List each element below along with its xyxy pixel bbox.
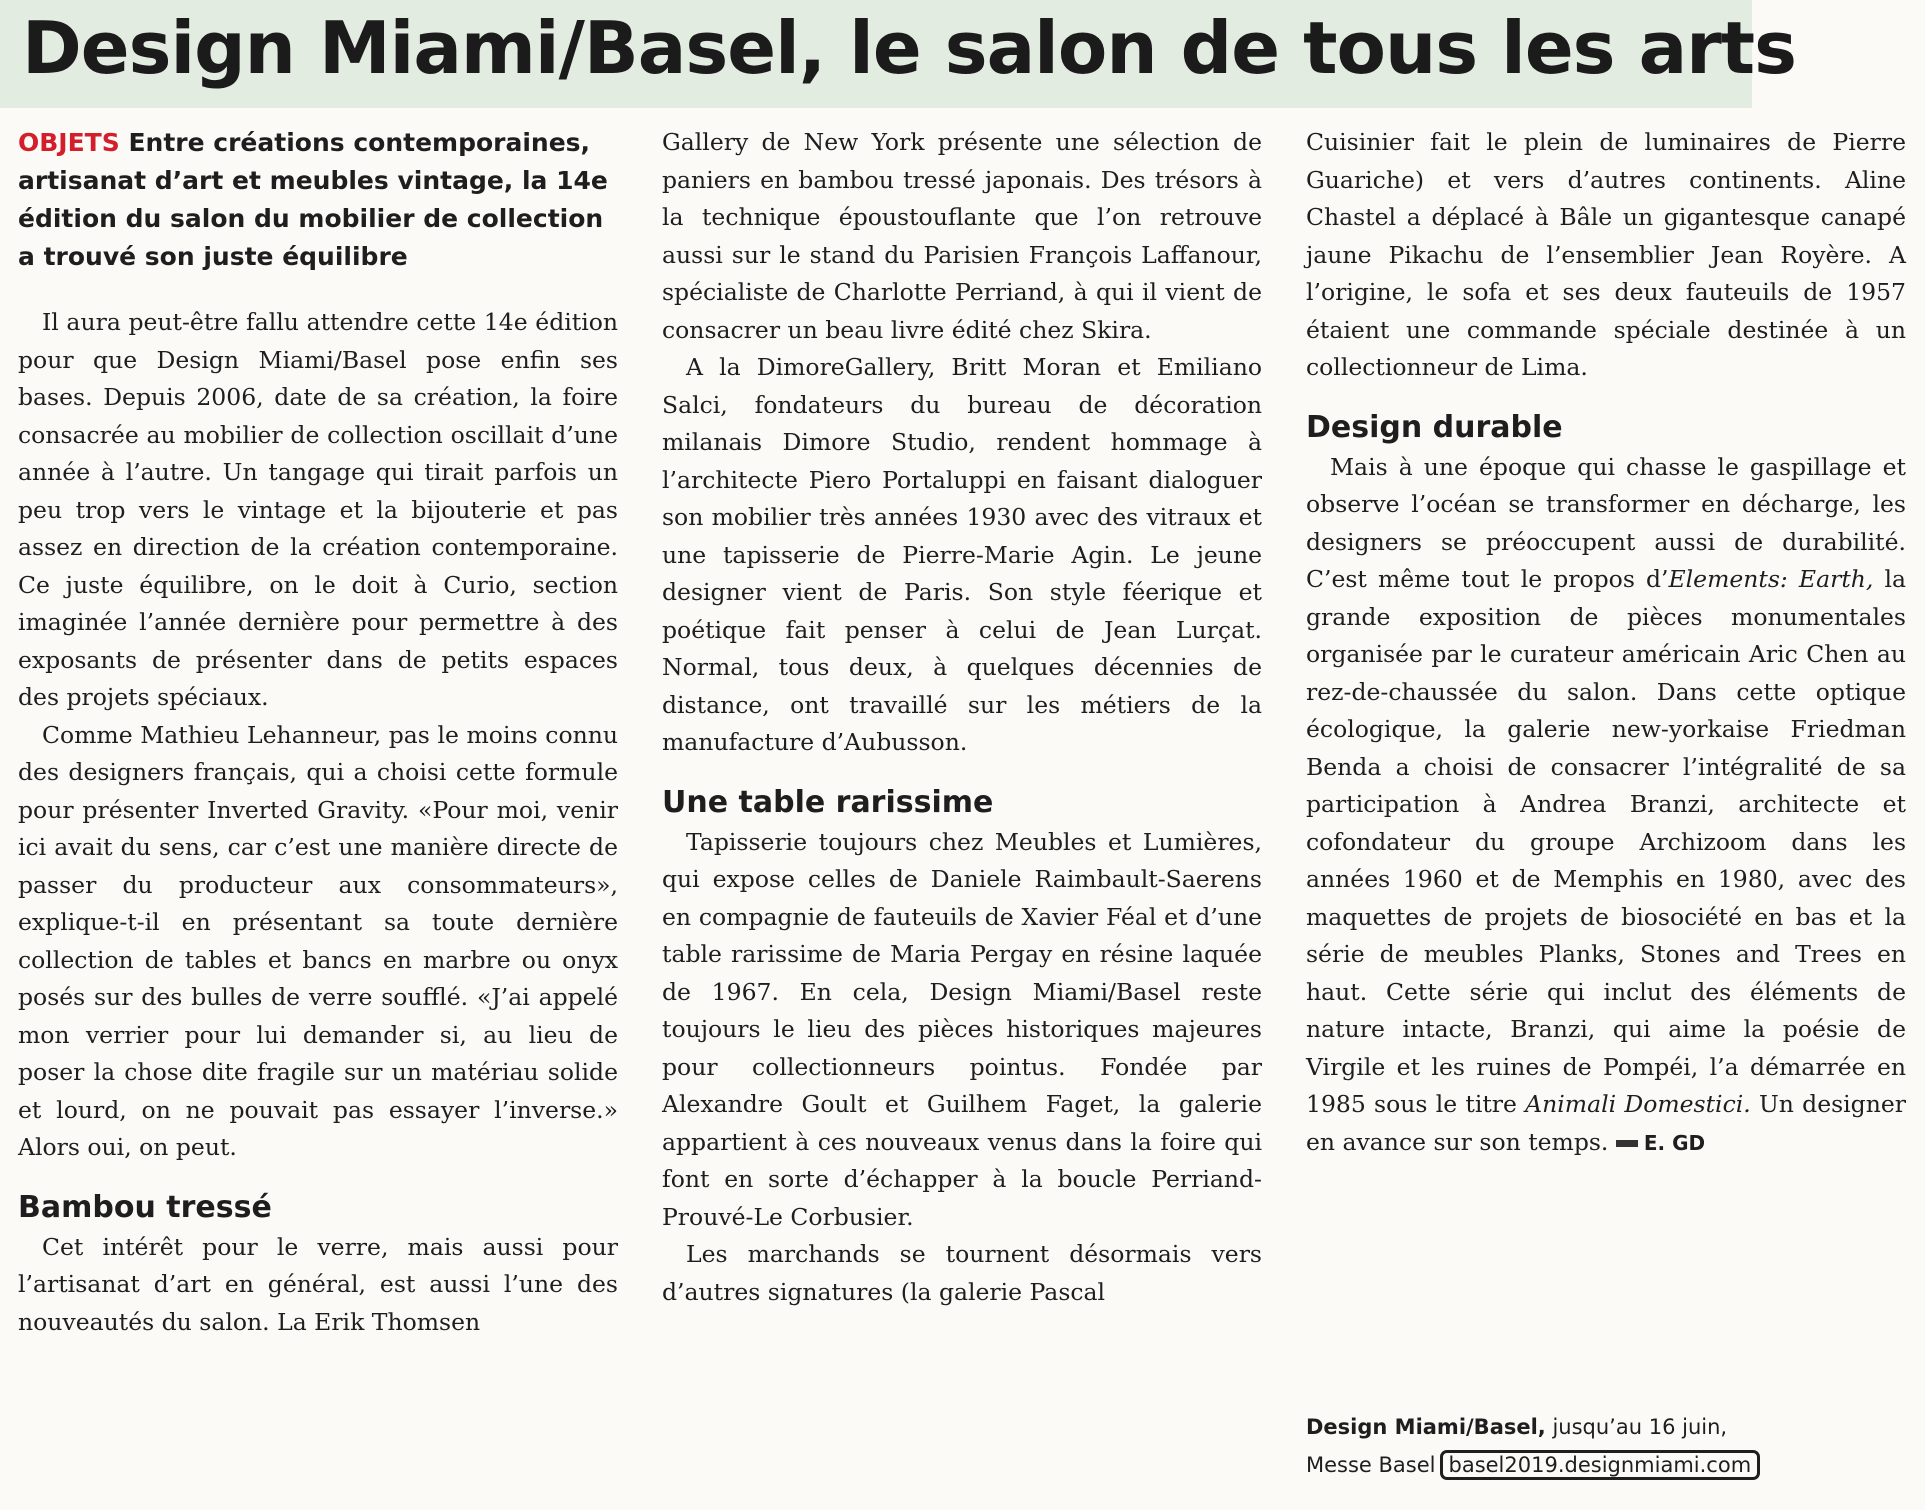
paragraph: Comme Mathieu Lehanneur, pas le moins connu des designers français, qui a choisi cette formule pour présenter Inverted Gravity. «Pour moi, venir ici avait du sens, car c’est une manière directe de passer du producteur aux consommateurs», explique-t-il en présentant sa toute dernière collection de tables et bancs en marbre ou onyx posés sur des bulles de verre soufflé. «J’ai appelé mon verrier pour lui demander si, au lieu de poser la chose dite fragile sur un matériau solide et lourd, on ne pouvait pas essayer l’inverse.» Alors oui, on peut. — [18, 720, 618, 1161]
series-title: Animali Domestici. — [1525, 1090, 1751, 1118]
paragraph: Cuisinier fait le plein de luminaires de Pierre Guariche) et vers d’autres continents. Aline Chastel a déplacé à Bâle un gigantesque canapé jaune Pikachu de l’ensemblier Jean Royère. A l’origine, le sofa et ses deux fauteuils de 1957 étaient une commande spéciale destinée à un collectionneur de Lima. — [1306, 128, 1906, 381]
subheading: Design durable — [1306, 409, 1563, 445]
event-name: Design Miami/Basel, — [1306, 1415, 1546, 1439]
paragraph: Il aura peut-être fallu attendre cette 14e édition pour que Design Miami/Basel pose enfin ses bases. Depuis 2006, date de sa création, la foire consacrée au mobilier de collection oscillait d’une année à l’autre. Un tangage qui tirait parfois un peu trop vers le vintage et la bijouterie et pas assez en direction de la création contemporaine. Ce juste équilibre, on le doit à Curio, section imaginée l’année dernière pour permettre à des exposants de présenter dans de petits espaces des projets spéciaux. — [18, 308, 618, 711]
column-3 — [1306, 124, 1906, 1162]
event-info-box — [1306, 1408, 1906, 1484]
paragraph: A la DimoreGallery, Britt Moran et Emiliano Salci, fondateurs du bureau de décoration milanais Dimore Studio, rendent hommage à l’architecte Piero Portaluppi en faisant dialoguer son mobilier très années 1930 avec des vitraux et une tapisserie de Pierre-Marie Agin. Le jeune designer vient de Paris. Son style féerique et poétique fait penser à celui de Jean Lurçat. Normal, tous deux, à quelques décennies de distance, ont travaillé sur les métiers de la manufacture d’Aubusson. — [662, 353, 1262, 756]
text-run: la grande exposition de pièces monumentales organisée par le curateur américain Aric Chen au rez-de-chaussée du salon. Dans cette optique écologique, la galerie new-yorkaise Friedman Benda a choisi de consacrer l’intégralité de sa participation à Andrea Branzi, architecte et cofondateur du groupe Archizoom dans les années 1960 et de Memphis en 1980, avec des maquettes de projets de biosociété en bas et la série de meubles Planks, Stones and Trees en haut. Cette série qui inclut des éléments de nature intacte, Branzi, qui aime la poésie de Virgile et les ruines de Pompéi, l’a démarrée en 1985 sous le titre — [1306, 565, 1906, 1118]
section-kicker: OBJETS — [18, 128, 120, 157]
text-run: Mais à une époque qui chasse le gaspillage et observe l’océan se transformer en décharge, les designers se préoccupent aussi de durabilité. C’est même tout le propos d’ — [1306, 452, 1906, 593]
paragraph: Les marchands se tournent désormais vers d’autres signatures (la galerie Pascal — [662, 1240, 1262, 1306]
event-dates: jusqu’au 16 juin, — [1545, 1415, 1728, 1439]
article-headline: Design Miami/Basel, le salon de tous les arts — [22, 6, 1796, 90]
column-2 — [662, 124, 1262, 1311]
paragraph: Cet intérêt pour le verre, mais aussi pour l’artisanat d’art en général, est aussi l’une des nouveautés du salon. La Erik Thomsen — [18, 1232, 618, 1336]
lead-text: Entre créations contemporaines, artisanat d’art et meubles vintage, la 14e édition du salon du mobilier de collection a trouvé son juste équilibre — [18, 128, 608, 271]
author-signature: E. GD — [1643, 1130, 1706, 1155]
event-venue: Messe Basel — [1306, 1453, 1436, 1477]
text-run: Un designer en avance sur son temps. — [1306, 1090, 1906, 1156]
event-info-line-1 — [1306, 1408, 1906, 1446]
event-website-link[interactable]: basel2019.designmiami.com — [1440, 1450, 1761, 1480]
paragraph — [1306, 449, 1906, 1163]
article-lead — [18, 124, 618, 276]
event-info-line-2 — [1306, 1446, 1906, 1484]
column-1 — [18, 124, 618, 1341]
subheading: Bambou tressé — [18, 1189, 272, 1225]
exhibition-title: Elements: Earth, — [1668, 565, 1874, 593]
paragraph: Tapisserie toujours chez Meubles et Lumières, qui expose celles de Daniele Raimbault-Saerens en compagnie de fauteuils de Xavier Féal et d’une table rarissime de Maria Pergay en résine laquée de 1967. En cela, Design Miami/Basel reste toujours le lieu des pièces historiques majeures pour collectionneurs pointus. Fondée par Alexandre Goult et Guilhem Faget, la galerie appartient à ces nouveaux venus dans la foire qui font en sorte d’échapper à la boucle Perriand-Prouvé-Le Corbusier. — [662, 827, 1262, 1231]
paragraph: Gallery de New York présente une sélection de paniers en bambou tressé japonais. Des trésors à la technique époustouflante que l’on retrouve aussi sur le stand du Parisien François Laffanour, spécialiste de Charlotte Perriand, à qui il vient de consacrer un beau livre édité chez Skira. — [662, 128, 1262, 344]
signature-dash — [1616, 1140, 1638, 1147]
subheading: Une table rarissime — [662, 784, 994, 820]
